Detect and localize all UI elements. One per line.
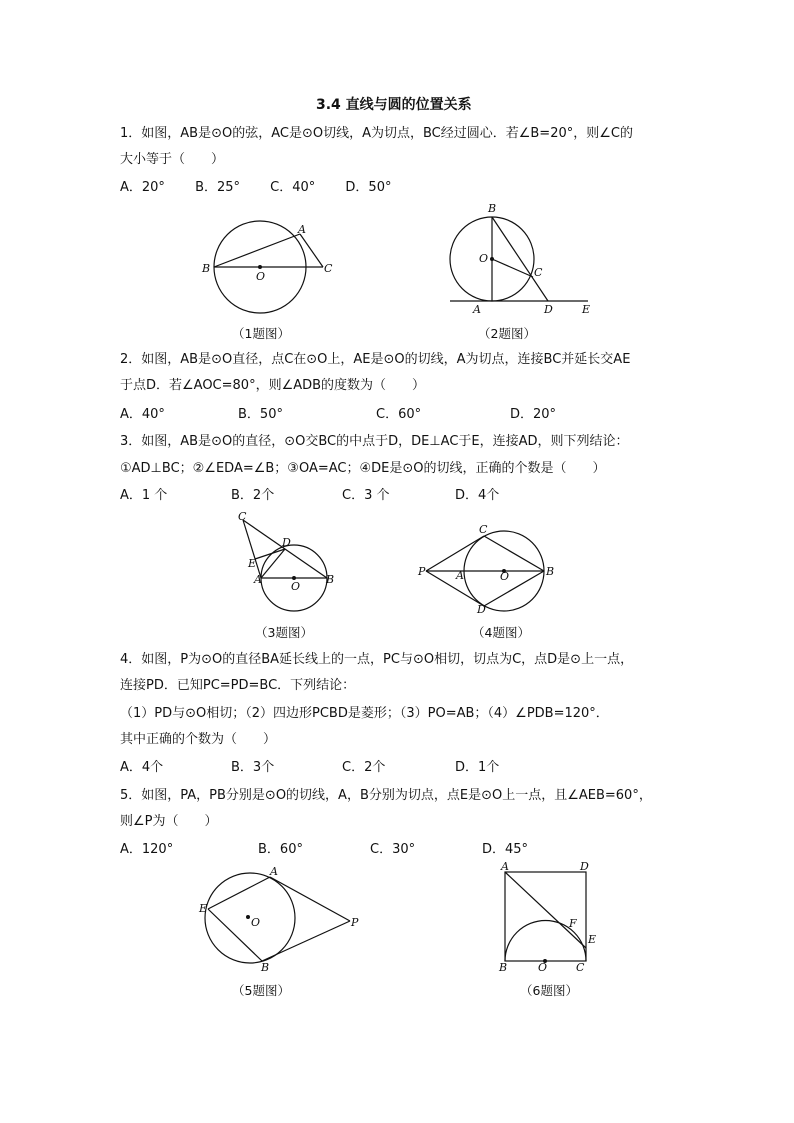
- fig3-label-a: A: [254, 573, 262, 586]
- fig5-label-o: O: [251, 916, 261, 929]
- q1-stem-line2: 大小等于（ ）: [120, 152, 225, 167]
- q5-option-c: C．30°: [370, 842, 416, 857]
- fig2-label-o: O: [479, 252, 489, 265]
- figure-4: [414, 520, 564, 615]
- fig6-label-c: C: [576, 961, 585, 974]
- fig6-label-o: O: [538, 961, 548, 974]
- q3-option-b: B．2个: [231, 488, 275, 503]
- fig1-caption: （1题图）: [232, 326, 290, 341]
- q5-option-a: A．120°: [120, 842, 174, 857]
- fig5-caption: （5题图）: [232, 983, 290, 998]
- fig2-label-d: D: [544, 303, 553, 316]
- fig6-label-b: B: [499, 961, 508, 974]
- fig4-label-d: D: [477, 603, 486, 616]
- fig6-caption: （6题图）: [520, 983, 578, 998]
- q4-stem-line3: （1）PD与⊙O相切；（2）四边形PCBD是菱形；（3）PO=AB；（4）∠PDB=120°．: [120, 706, 609, 721]
- q5-stem-line1: 5．如图，PA，PB分别是⊙O的切线，A，B分别为切点，点E是⊙O上一点，且∠AEB=60°，: [120, 788, 652, 803]
- q1-options: A．20° B．25° C．40° D．50°: [120, 180, 392, 195]
- figure-2: [440, 200, 600, 318]
- q4-option-a: A．4个: [120, 760, 164, 775]
- q2-option-c: C．60°: [376, 407, 422, 422]
- fig4-label-o: O: [500, 570, 510, 583]
- q3-option-a: A．1 个: [120, 488, 168, 503]
- figure-6: [492, 838, 604, 974]
- fig5-label-b: B: [261, 961, 270, 974]
- fig6-label-e: E: [588, 933, 597, 946]
- fig2-label-c: C: [534, 266, 543, 279]
- fig3-label-e: E: [248, 557, 257, 570]
- q4-option-c: C．2个: [342, 760, 386, 775]
- fig4-label-b: B: [546, 565, 555, 578]
- fig2-label-e: E: [582, 303, 591, 316]
- fig4-label-a: A: [456, 569, 464, 582]
- fig2-label-a: A: [473, 303, 481, 316]
- fig6-label-f: F: [569, 917, 577, 930]
- fig1-label-c: C: [324, 262, 333, 275]
- fig2-label-b: B: [488, 202, 497, 215]
- fig1-label-b: B: [202, 262, 211, 275]
- fig4-caption: （4题图）: [472, 625, 530, 640]
- fig5-label-a: A: [270, 865, 278, 878]
- q4-option-d: D．1个: [455, 760, 500, 775]
- q2-option-b: B．50°: [238, 407, 283, 422]
- q2-stem-line2: 于点D．若∠AOC=80°，则∠ADB的度数为（ ）: [120, 378, 426, 393]
- fig3-caption: （3题图）: [255, 625, 313, 640]
- q3-stem-line2: ①AD⊥BC；②∠EDA=∠B；③OA=AC；④DE是⊙O的切线，正确的个数是（ ）: [120, 461, 606, 476]
- fig4-label-c: C: [479, 523, 488, 536]
- fig4-label-p: P: [418, 565, 426, 578]
- fig6-label-a: A: [501, 860, 509, 873]
- figure-3: [234, 508, 346, 616]
- q4-stem-line1: 4．如图，P为⊙O的直径BA延长线上的一点，PC与⊙O相切，切点为C，点D是⊙上一点，: [120, 652, 634, 667]
- q3-stem-line1: 3．如图，AB是⊙O的直径，⊙O交BC的中点于D，DE⊥AC于E，连接AD，则下列结论：: [120, 434, 629, 449]
- q4-stem-line2: 连接PD．已知PC=PD=BC．下列结论：: [120, 678, 356, 693]
- q5-option-d: D．45°: [482, 842, 529, 857]
- fig3-label-o: O: [291, 580, 301, 593]
- fig1-label-o: O: [256, 270, 266, 283]
- q3-option-c: C．3 个: [342, 488, 390, 503]
- fig5-label-e: E: [199, 902, 208, 915]
- fig3-label-c: C: [238, 510, 247, 523]
- q2-option-a: A．40°: [120, 407, 165, 422]
- q2-stem-line1: 2．如图，AB是⊙O直径，点C在⊙O上，AE是⊙O的切线，A为切点，连接BC并延长交AE: [120, 352, 631, 367]
- q1-stem-line1: 1．如图，AB是⊙O的弦，AC是⊙O切线，A为切点，BC经过圆心．若∠B=20°，则∠C的: [120, 126, 633, 141]
- figure-1: [195, 215, 345, 315]
- fig6-label-d: D: [580, 860, 589, 873]
- q4-option-b: B．3个: [231, 760, 275, 775]
- q2-option-d: D．20°: [510, 407, 557, 422]
- figure-5: [195, 866, 365, 974]
- fig3-label-d: D: [282, 536, 291, 549]
- q3-option-d: D．4个: [455, 488, 500, 503]
- q4-stem-line4: 其中正确的个数为（ ）: [120, 732, 277, 747]
- page-title: 3.4 直线与圆的位置关系: [316, 97, 472, 113]
- q5-option-b: B．60°: [258, 842, 303, 857]
- fig3-label-b: B: [326, 573, 335, 586]
- fig2-caption: （2题图）: [478, 326, 536, 341]
- q5-stem-line2: 则∠P为（ ）: [120, 814, 218, 829]
- fig1-label-a: A: [298, 223, 306, 236]
- fig5-label-p: P: [351, 916, 359, 929]
